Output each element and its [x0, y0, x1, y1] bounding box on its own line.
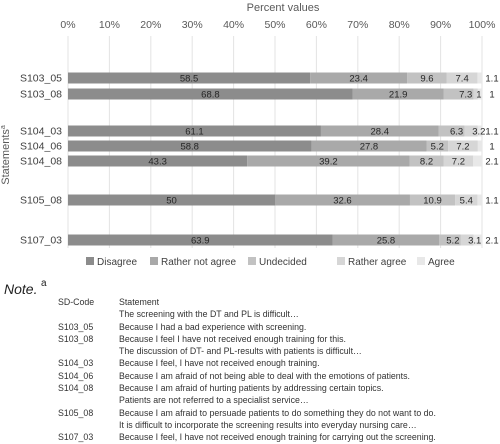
legend-label: Rather not agree [161, 257, 237, 268]
category-label: S107_03 [19, 234, 62, 247]
data-label: 8.2 [419, 156, 434, 168]
category-label: S105_08 [19, 194, 62, 207]
bar-segment [473, 156, 482, 167]
note-row [58, 321, 436, 333]
category-labels [20, 73, 62, 247]
x-tick-label: 50% [264, 19, 286, 31]
note-statement: Patients are not referred to a specialist service… [119, 395, 309, 406]
x-tick-label: 40% [223, 19, 245, 31]
data-label: 10.9 [423, 195, 442, 207]
note-row [58, 296, 436, 308]
x-axis-title: Percent values [246, 2, 320, 14]
note-row [58, 431, 436, 443]
note-statement: Because I am afraid to persuade patients to do something they do not want to do. [119, 407, 436, 418]
note-code: S103_08 [58, 333, 94, 344]
note-row [58, 333, 436, 345]
data-label: 5.4 [459, 195, 473, 207]
data-label: 7.4 [455, 73, 469, 85]
note-row [58, 394, 436, 406]
x-axis-tick-labels [60, 19, 495, 31]
note-row [58, 419, 436, 431]
category-label: S103_05 [19, 72, 62, 85]
data-label: 1.1 [485, 126, 499, 138]
data-label: 1 [476, 89, 482, 101]
note-statement: Because I am afraid of hurting patients by addressing certain topics. [119, 383, 384, 394]
x-tick-label: 10% [98, 19, 120, 31]
note-statement: It is difficult to incorporate the screening results into everyday nursing care… [119, 419, 417, 430]
bar-segment [478, 141, 482, 152]
data-label: 32.6 [333, 195, 352, 207]
x-tick-label: 70% [347, 19, 369, 31]
legend-swatch [417, 257, 425, 265]
data-label: 6.3 [450, 126, 464, 138]
note-row [58, 407, 436, 419]
note-code: S107_03 [58, 432, 94, 443]
legend-label: Agree [428, 257, 455, 268]
data-label: 5.2 [446, 235, 460, 247]
note-code: S104_08 [58, 383, 94, 394]
data-label: 28.4 [370, 126, 389, 138]
note-title: Note. [4, 281, 38, 297]
data-label: 61.1 [185, 126, 204, 138]
data-label: 1.1 [485, 195, 499, 207]
data-label: 1 [489, 89, 495, 101]
bar-segment [477, 73, 482, 84]
x-tick-label: 20% [140, 19, 162, 31]
data-label: 1.1 [485, 73, 499, 85]
x-tick-label: 80% [388, 19, 410, 31]
note-code: S105_08 [58, 407, 94, 418]
data-label: 43.3 [148, 156, 167, 168]
data-label: 2.1 [485, 156, 499, 168]
note-statement: Because I feel, I have not received enough training. [119, 358, 320, 369]
note-code: S104_06 [58, 370, 94, 381]
legend-swatch [248, 257, 256, 265]
data-label: 68.8 [201, 89, 220, 101]
y-axis-title-superscript: a [0, 125, 7, 130]
legend [86, 257, 455, 268]
note-statement: Statement [119, 297, 160, 307]
data-label: 39.2 [319, 156, 338, 168]
note-row [58, 357, 436, 369]
note-statement: The screening with the DT and PL is difficult… [119, 309, 299, 320]
data-label: 27.8 [359, 141, 379, 153]
legend-swatch [337, 257, 345, 265]
data-label: 23.4 [349, 73, 368, 85]
data-label: 7.2 [451, 156, 466, 168]
data-label: 2.1 [485, 235, 499, 247]
data-label: 5.2 [430, 141, 444, 153]
category-label: S104_06 [19, 140, 62, 153]
note-superscript: a [41, 278, 47, 289]
note-code: S103_05 [58, 321, 94, 332]
legend-label: Rather agree [348, 257, 407, 268]
category-label: S103_08 [19, 88, 62, 101]
legend-swatch [86, 257, 94, 265]
data-label: 25.8 [376, 235, 396, 247]
x-tick-label: 60% [305, 19, 327, 31]
note-row [58, 382, 436, 394]
y-axis-title-text: Statements [0, 129, 12, 185]
note-row [58, 370, 436, 382]
x-tick-label: 30% [181, 19, 203, 31]
y-axis-title [0, 125, 12, 185]
data-label: 9.6 [420, 73, 434, 85]
legend-label: Disagree [97, 257, 138, 268]
note-row [58, 308, 436, 320]
category-label: S104_03 [19, 125, 62, 138]
data-label: 21.9 [388, 89, 408, 101]
note-code: SD-Code [58, 297, 95, 307]
note-statement: Because I feel I have not received enough training for this. [119, 333, 346, 344]
note-code: S104_03 [58, 358, 94, 369]
x-tick-label: 0% [60, 19, 76, 31]
legend-label: Undecided [259, 257, 307, 268]
data-label: 63.9 [191, 235, 210, 247]
note-statement: Because I feel, I have not received enough training for carrying out the screening. [119, 432, 436, 443]
note-statement: Because I am afraid of not being able to deal with the emotions of patients. [119, 370, 410, 381]
note-statement: Because I had a bad experience with screening. [119, 321, 307, 332]
data-label: 7.2 [456, 141, 470, 153]
data-label: 1 [489, 141, 495, 153]
x-tick-label: 90% [430, 19, 452, 31]
note-statement: The discussion of DT- and PL-results with patients is difficult… [119, 346, 362, 357]
data-label: 58.8 [180, 141, 199, 153]
data-label: 3.2 [472, 126, 486, 138]
note-table [58, 296, 436, 444]
data-label: 7.3 [459, 89, 473, 101]
data-label: 3.1 [468, 235, 482, 247]
note-row [58, 345, 436, 357]
data-label: 50 [166, 195, 177, 207]
data-label: 58.5 [179, 73, 199, 85]
x-tick-label: 100% [468, 19, 496, 31]
legend-swatch [150, 257, 158, 265]
bar-segment [477, 195, 482, 206]
category-label: S104_08 [19, 155, 62, 168]
